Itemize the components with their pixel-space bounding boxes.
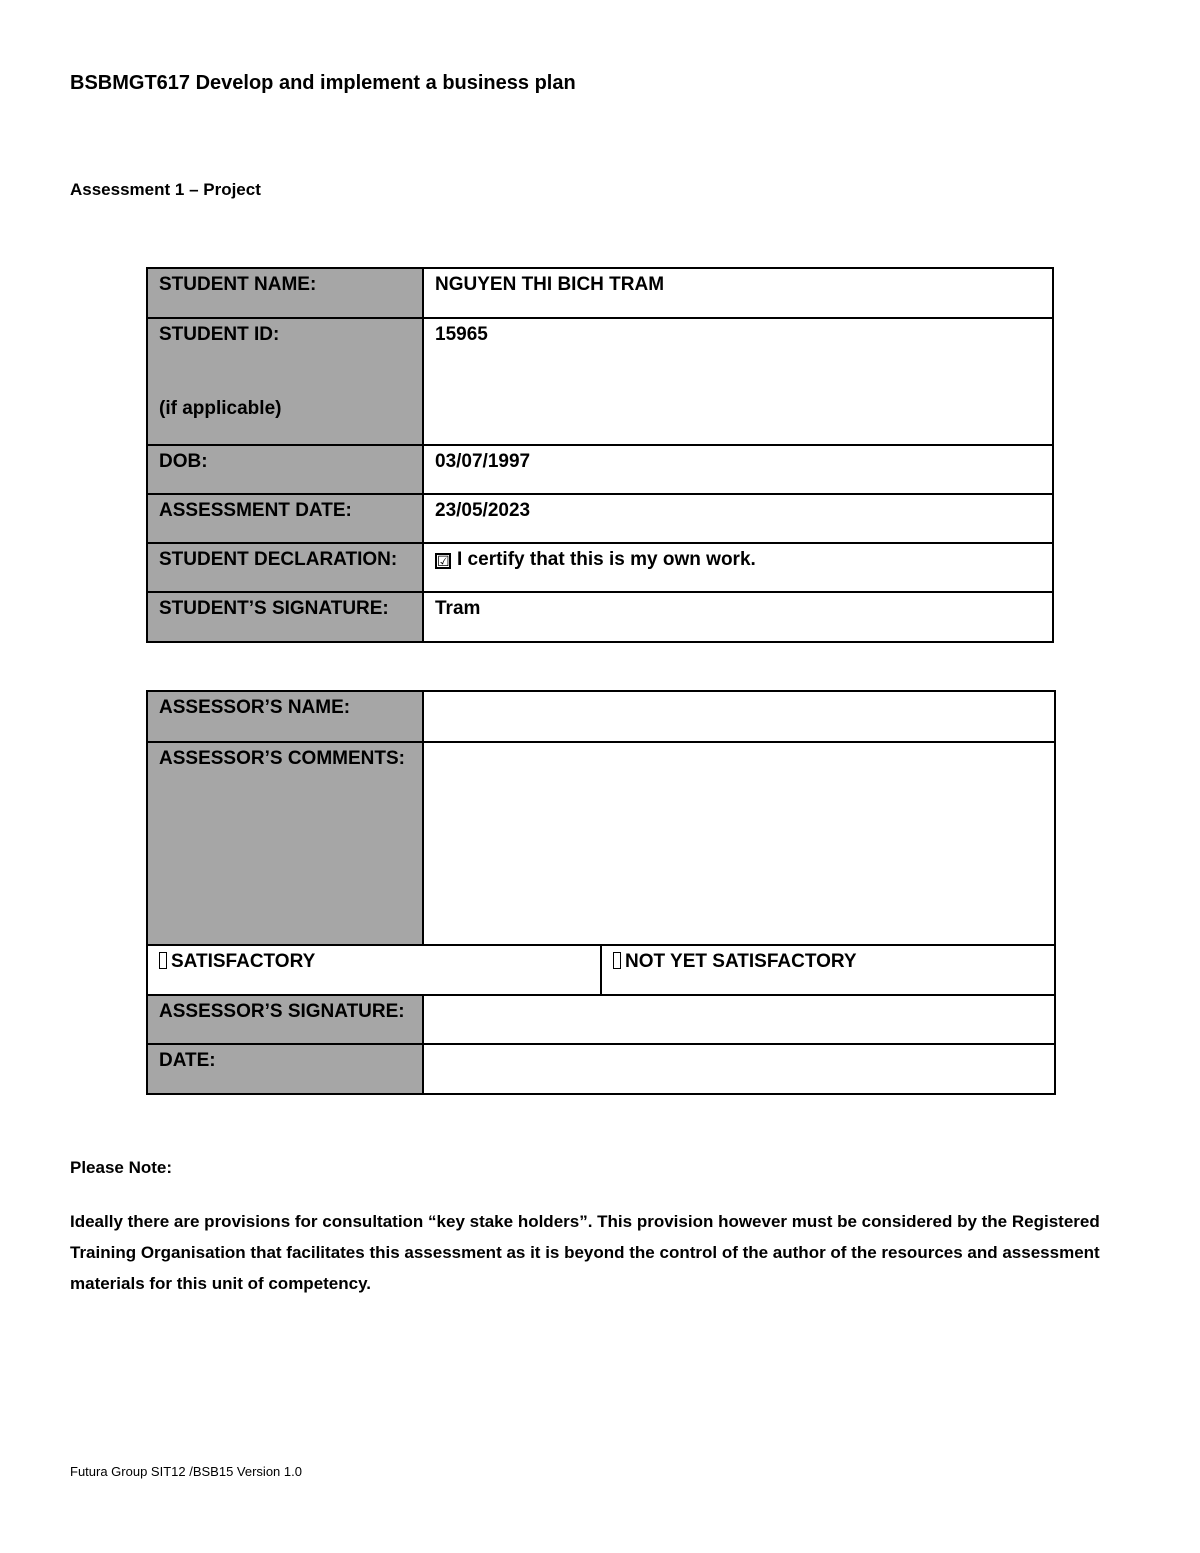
student-name-value: NGUYEN THI BICH TRAM bbox=[423, 268, 1053, 318]
note-body: Ideally there are provisions for consultation “key stake holders”. This provision however must be considered by the Registered Training Organisation that facilitates this assessment as it is beyond the control of the author of the resources and assessment materials for this unit of competency. bbox=[70, 1212, 1100, 1293]
dob-value: 03/07/1997 bbox=[423, 445, 1053, 494]
satisfactory-label: SATISFACTORY bbox=[171, 951, 316, 972]
student-declaration-label: STUDENT DECLARATION: bbox=[147, 543, 423, 592]
dob-label: DOB: bbox=[147, 445, 423, 494]
student-signature-label: STUDENT’S SIGNATURE: bbox=[147, 592, 423, 642]
assessment-heading: Assessment 1 – Project bbox=[70, 180, 261, 199]
date-value[interactable] bbox=[423, 1044, 1055, 1094]
declaration-text: I certify that this is my own work. bbox=[457, 549, 756, 570]
student-id-label-cell bbox=[147, 318, 423, 445]
satisfactory-checkbox-icon[interactable] bbox=[159, 952, 167, 969]
assessor-name-value[interactable] bbox=[423, 691, 1055, 742]
assessment-date-value: 23/05/2023 bbox=[423, 494, 1053, 543]
assessor-table bbox=[146, 690, 1056, 1095]
student-declaration-cell bbox=[423, 543, 1053, 592]
student-name-label: STUDENT NAME: bbox=[147, 268, 423, 318]
assessor-signature-value[interactable] bbox=[423, 995, 1055, 1044]
satisfactory-option[interactable] bbox=[147, 945, 601, 995]
student-id-label: STUDENT ID: bbox=[159, 324, 280, 345]
student-id-sub-label: (if applicable) bbox=[159, 398, 282, 419]
assessor-comments-label: ASSESSOR’S COMMENTS: bbox=[147, 742, 423, 945]
not-yet-satisfactory-option[interactable] bbox=[601, 945, 1055, 995]
assessor-comments-value[interactable] bbox=[423, 742, 1055, 945]
footer-text: Futura Group SIT12 /BSB15 Version 1.0 bbox=[70, 1464, 302, 1479]
assessor-name-label: ASSESSOR’S NAME: bbox=[147, 691, 423, 742]
document-title: BSBMGT617 Develop and implement a business plan bbox=[70, 72, 576, 94]
not-yet-satisfactory-checkbox-icon[interactable] bbox=[613, 952, 621, 969]
student-details-table bbox=[146, 267, 1054, 643]
note-heading: Please Note: bbox=[70, 1158, 173, 1177]
assessment-date-label: ASSESSMENT DATE: bbox=[147, 494, 423, 543]
not-yet-satisfactory-label: NOT YET SATISFACTORY bbox=[625, 951, 857, 972]
declaration-checkbox-checked-icon[interactable]: ☑ bbox=[437, 553, 450, 569]
student-id-value: 15965 bbox=[423, 318, 1053, 445]
student-signature-value: Tram bbox=[423, 592, 1053, 642]
assessor-signature-label: ASSESSOR’S SIGNATURE: bbox=[147, 995, 423, 1044]
date-label: DATE: bbox=[147, 1044, 423, 1094]
